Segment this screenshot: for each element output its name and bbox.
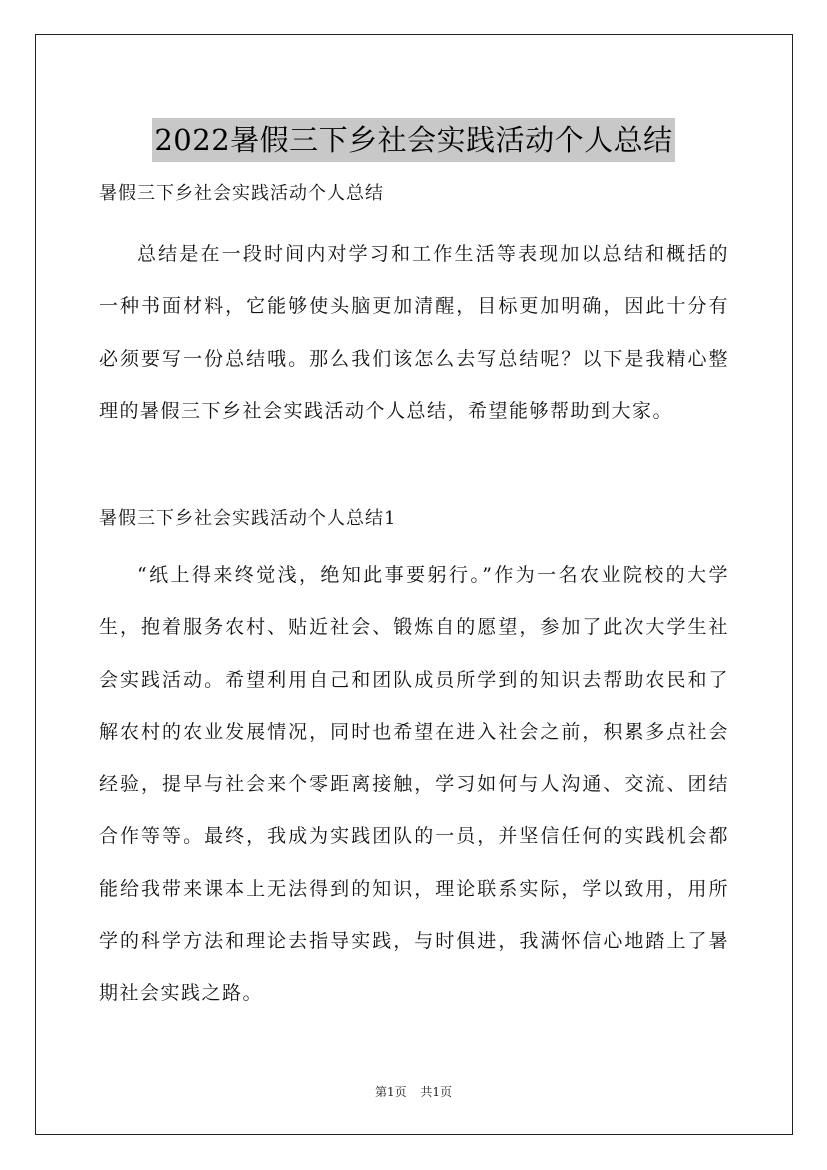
section-heading: 暑假三下乡社会实践活动个人总结1 [99, 508, 397, 529]
intro-paragraph: 总结是在一段时间内对学习和工作生活等表现加以总结和概括的一种书面材料，它能够使头脑更加清醒，目标更加明确，因此十分有必须要写一份总结哦。那么我们该怎么去写总结呢？以下是我精心整理的暑假三下乡社会实践活动个人总结，希望能够帮助到大家。 [99, 243, 729, 422]
page-number-total: 共1页 [420, 1085, 453, 1099]
page-footer [0, 1082, 827, 1102]
page-number-current: 第1页 [374, 1085, 407, 1099]
title-container [0, 99, 827, 182]
document-subtitle: 暑假三下乡社会实践活动个人总结 [99, 183, 384, 204]
section-paragraph: “纸上得来终觉浅，绝知此事要躬行。”作为一名农业院校的大学生，抱着服务农村、贴近社会、锻炼自的愿望，参加了此次大学生社会实践活动。希望利用自己和团队成员所学到的知识去帮助农民和了解农村的农业发展情况，同时也希望在进入社会之前，积累多点社会经验，提早与社会来个零距离接触，学习如何与人沟通、交流、团结合作等等。最终，我成为实践团队的一员，并坚信任何的实践机会都能给我带来课本上无法得到的知识，理论联系实际，学以致用，用所学的科学方法和理论去指导实践，与时俱进，我满怀信心地踏上了暑期社会实践之路。 [99, 564, 729, 1005]
document-title: 2022暑假三下乡社会实践活动个人总结 [152, 118, 674, 162]
